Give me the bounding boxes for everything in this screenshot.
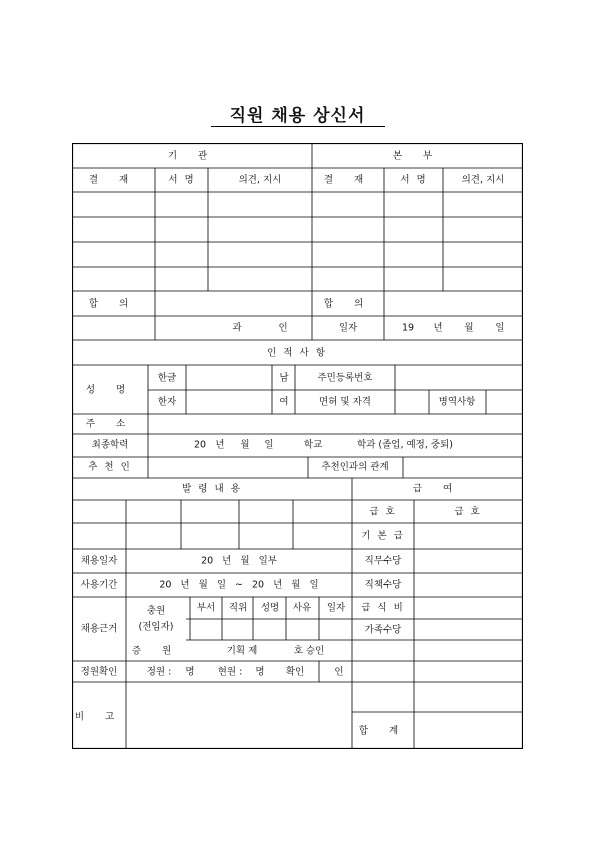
edu-year: 20 [193,439,207,451]
total-label: 합 계 [358,725,408,737]
grade-label: 급 호 [369,506,397,518]
seal-label: 인 [334,666,344,678]
duty-allowance-label: 직무수당 [364,555,402,567]
quota-label: 정원 : [146,666,172,678]
headquarters-header: 본 부 [392,150,442,162]
current-label: 현원 : [217,666,243,678]
rank-col: 직위 [228,602,248,614]
basis-label: 채용근거 [80,623,118,635]
salary-label: 급 여 [412,483,462,495]
date-label: 일자 [338,322,358,334]
edu-year-unit: 년 [215,439,225,451]
increase-label: 증 원 [131,645,181,657]
approval-no-label: 호 승인 [293,645,325,657]
planning-label: 기획 제 [226,645,258,657]
vacancy-prev-label: (전임자) [138,621,174,633]
family-allowance-label: 가족수당 [364,624,402,636]
edu-school: 학교 [303,439,323,451]
quota-check-label: 정원확인 [80,666,118,678]
hiring-request-form [72,143,523,749]
name-label: 성 명 [85,384,135,396]
meal-allowance-label: 급 식 비 [361,602,405,614]
form-grid [72,143,523,749]
consult-label: 합 의 [88,298,138,310]
personal-section-title: 인 적 사 항 [267,347,327,359]
approve-col-label-2: 결 재 [323,174,373,186]
dept-col: 부서 [196,602,216,614]
military-label: 병역사항 [438,396,476,408]
edu-major: 학과 (졸업, 예정, 중퇴) [357,439,453,451]
edu-month-unit: 월 [240,439,250,451]
full-name-col: 성명 [260,602,280,614]
date-year-value: 19 [401,322,415,334]
license-label: 면허 및 자격 [319,396,371,408]
opinion-col-label: 의견, 지시 [238,174,282,186]
address-label: 주 소 [85,418,135,430]
female-label: 여 [279,396,289,408]
grade-label-2: 급 호 [454,506,482,518]
male-label: 남 [279,372,289,384]
current-unit: 명 [255,666,265,678]
consult-label-2: 합 의 [323,298,373,310]
approve-col-label: 결 재 [88,174,138,186]
title-underline [211,126,385,127]
date-year-unit: 년 [433,322,443,334]
date-day-unit: 일 [495,322,505,334]
education-label: 최종학력 [91,439,129,451]
dept-person-label: 과 인 [232,322,288,334]
vacancy-label: 충원 [146,605,166,617]
period-label: 사용기간 [80,579,118,591]
institution-header: 기 관 [167,150,217,162]
hangul-label: 한글 [157,372,177,384]
position-allowance-label: 직책수당 [364,579,402,591]
base-pay-label: 기 본 급 [361,530,405,542]
period-value: 20 년 월 일 ~ 20 년 월 일 [159,579,319,591]
quota-unit: 명 [185,666,195,678]
sign-col-label-2: 서 명 [400,174,428,186]
sign-col-label: 서 명 [168,174,196,186]
recommender-label: 추 천 인 [88,461,132,473]
hanja-label: 한자 [157,396,177,408]
order-content-label: 발 령 내 용 [182,483,242,495]
form-title: 직원 채용 상신서 [229,106,366,126]
hire-date-label: 채용일자 [80,555,118,567]
reason-col: 사유 [292,602,312,614]
date-month-unit: 월 [464,322,474,334]
opinion-col-label-2: 의견, 지시 [461,174,505,186]
date-col: 일자 [326,602,346,614]
resident-no-label: 주민등록번호 [317,372,373,384]
confirm-label: 확인 [285,666,305,678]
remarks-label: 비 고 [74,711,124,723]
recommender-relation-label: 추천인과의 관계 [321,461,389,473]
hire-date-value: 20 년 월 일부 [201,555,277,567]
edu-day-unit: 일 [264,439,274,451]
